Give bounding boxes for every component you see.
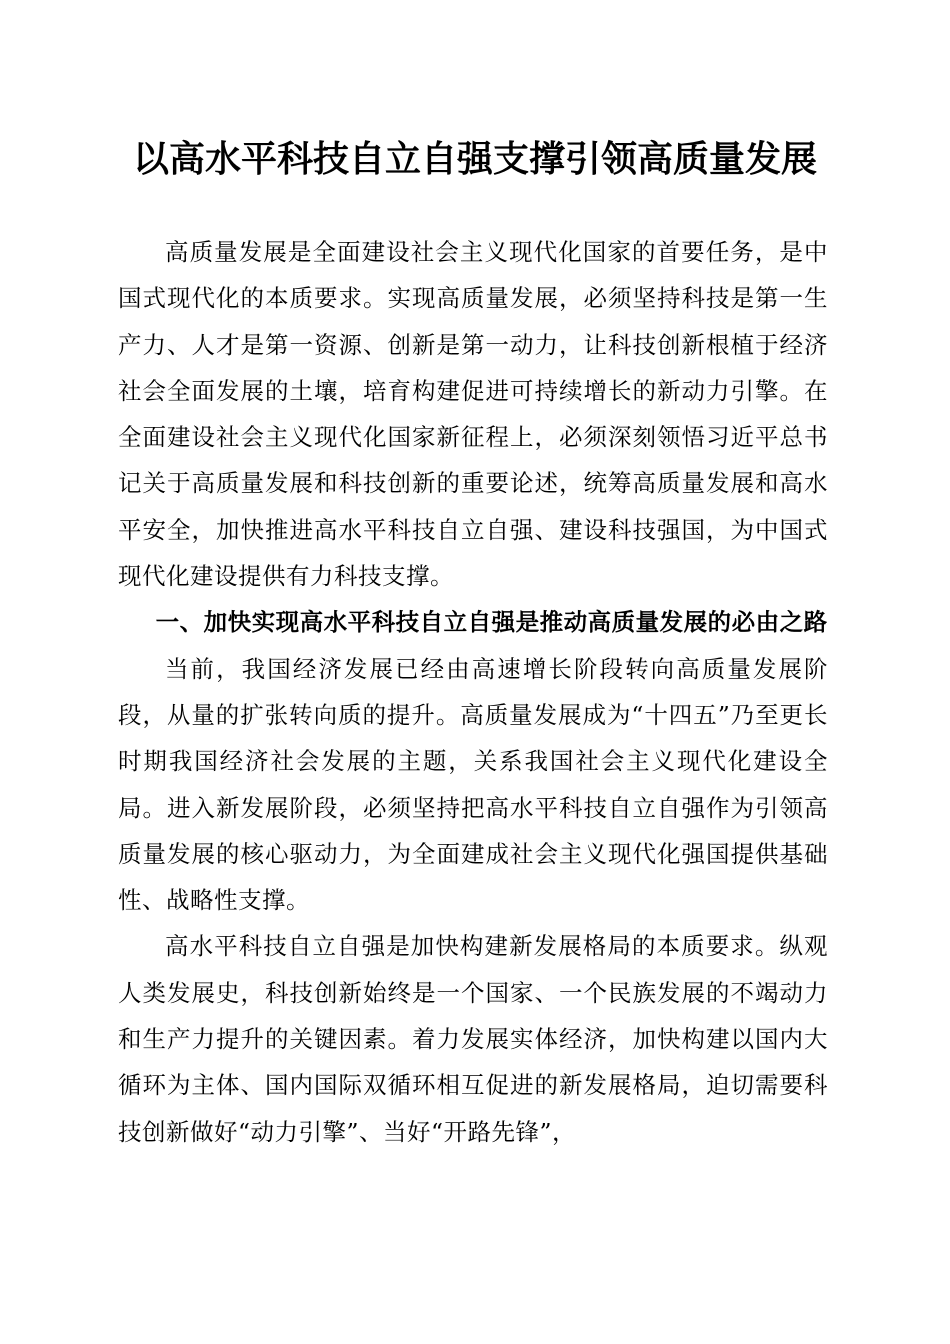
document-body — [118, 229, 828, 1155]
section-1-heading: 一、加快实现高水平科技自立自强是推动高质量发展的必由之路 — [155, 608, 828, 637]
document-title: 以高水平科技自立自强支撑引领高质量发展 — [132, 138, 817, 180]
section-1-paragraph-1: 当前，我国经济发展已经由高速增长阶段转向高质量发展阶段，从量的扩张转向质的提升。高质量发展成为“十四五”乃至更长时期我国经济社会发展的主题，关系我国社会主义现代化建设全局。进入新发展阶段，必须坚持把高水平科技自立自强作为引领高质量发展的核心驱动力，为全面建成社会主义现代化强国提供基础性、战略性支撑。 — [118, 654, 828, 915]
section-1-paragraph-2: 高水平科技自立自强是加快构建新发展格局的本质要求。纵观人类发展史，科技创新始终是一个国家、一个民族发展的不竭动力和生产力提升的关键因素。着力发展实体经济，加快构建以国内大循环为主体、国内国际双循环相互促进的新发展格局，迫切需要科技创新做好“动力引擎”、当好“开路先锋”， — [118, 932, 828, 1146]
intro-paragraph: 高质量发展是全面建设社会主义现代化国家的首要任务，是中国式现代化的本质要求。实现高质量发展，必须坚持科技是第一生产力、人才是第一资源、创新是第一动力，让科技创新根植于经济社会全面发展的土壤，培育构建促进可持续增长的新动力引擎。在全面建设社会主义现代化国家新征程上，必须深刻领悟习近平总书记关于高质量发展和科技创新的重要论述，统筹高质量发展和高水平安全，加快推进高水平科技自立自强、建设科技强国，为中国式现代化建设提供有力科技支撑。 — [118, 238, 828, 591]
